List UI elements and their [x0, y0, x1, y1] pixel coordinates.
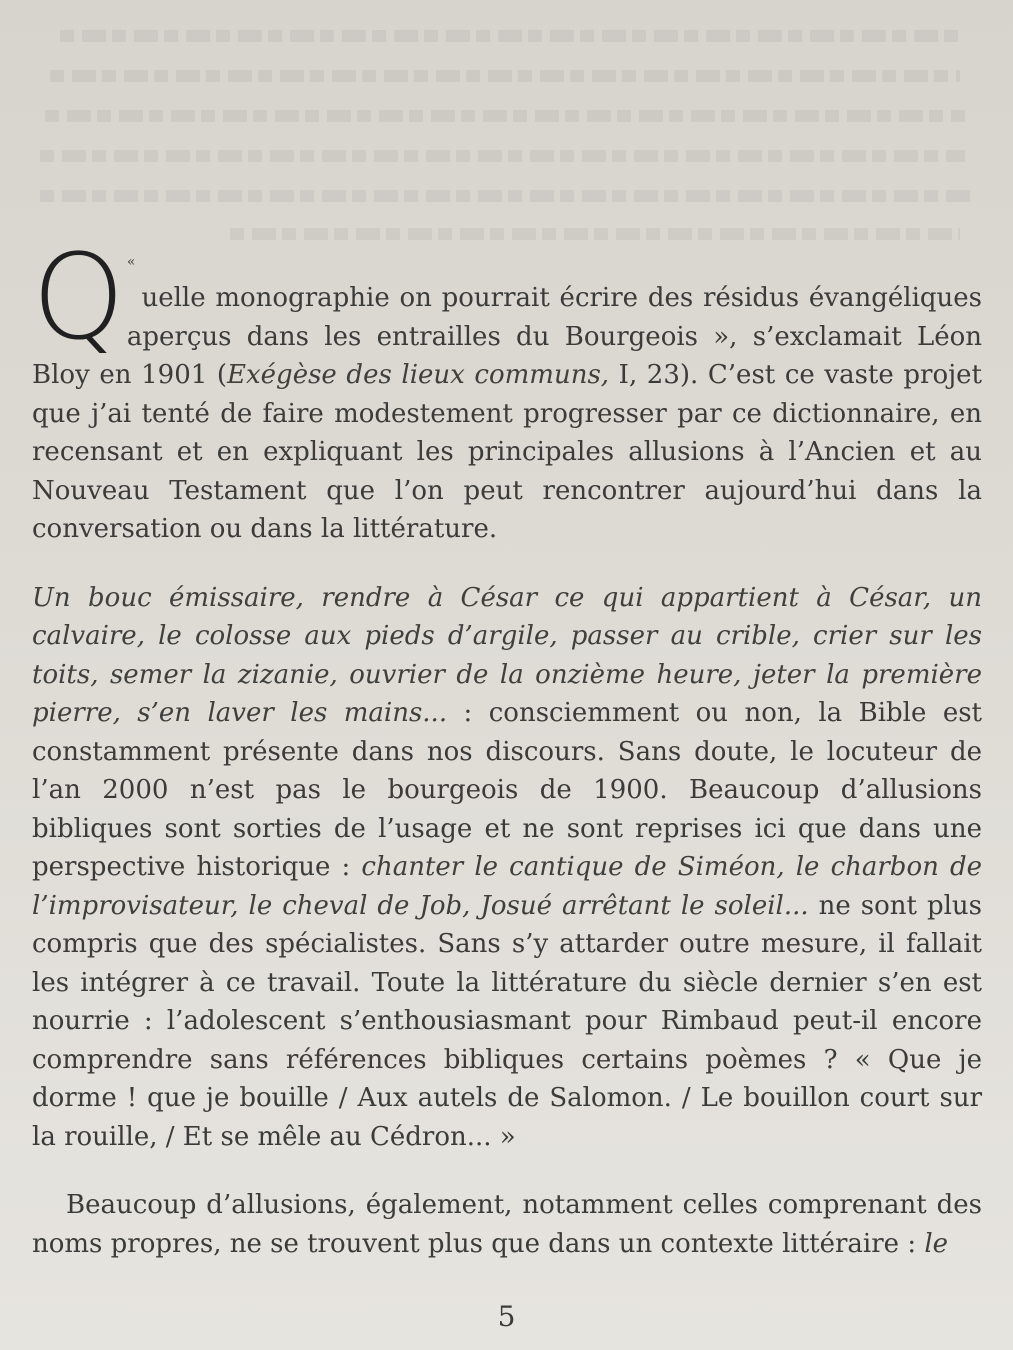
text-run: ne sont plus compris que des spécialistes. Sans s’y attarder outre mesure, il fallait les intégrer à ce travail. Toute la littérature du siècle dernier s’en est nourrie : l’adolescent s’enthousiasmant pour Rimbaud peut-il encore comprendre sans références bibliques certains poèmes ? « Que je dorme ! que je bouille / Aux autels de Salomon. / Le bouillon court sur la rouille, / Et se mêle au Cédron... »: [32, 890, 982, 1152]
italic-run: le: [924, 1228, 949, 1259]
text-run: I, 23). C’est ce vaste projet que j’ai tenté de faire modestement progresser par ce dictionnaire, en recensant et en expliquant les principales allusions à l’Ancien et au Nouveau Testament que l’on peut rencontrer aujourd’hui dans la conversation ou dans la littérature.: [32, 360, 982, 544]
opening-quote: «: [126, 254, 136, 270]
paragraph-1: [32, 228, 982, 549]
text-run: Beaucoup d’allusions, également, notamment celles comprenant des noms propres, ne se trouvent plus que dans un contexte littéraire :: [32, 1190, 982, 1259]
body-text: [32, 228, 982, 1263]
italic-run: Un bouc émissaire, rendre à César ce qui appartient à César, un calvaire, le colosse aux pieds d’argile, passer au crible, crier sur les toits, semer la zizanie, ouvrier de la onzième heure, jeter la première pierre, s’en laver les mains...: [32, 582, 982, 728]
text-run: uelle monographie on pourrait écrire des résidus évangéliques aperçus dans les entrailles du Bourgeois », s’exclamait Léon Bloy en 1901 (: [32, 283, 982, 390]
text-run: : consciemment ou non, la Bible est constamment présente dans nos discours. Sans doute, le locuteur de l’an 2000 n’est pas le bourgeois de 1900. Beaucoup d’allusions bibliques sont sorties de l’usage et ne sont reprises ici que dans une perspective historique :: [32, 698, 982, 882]
show-through-text: [0, 0, 1013, 250]
drop-cap-letter: Q: [32, 228, 125, 366]
paragraph-3: [32, 1186, 982, 1263]
page-number: 5: [497, 1300, 516, 1333]
italic-run: chanter le cantique de Siméon, le charbon de l’improvisateur, le cheval de Job, Josué arrêtant le soleil...: [32, 852, 982, 921]
italic-run: Exégèse des lieux communs,: [227, 360, 610, 390]
paragraph-1-text: [32, 225, 982, 544]
paragraph-2: [32, 579, 982, 1157]
